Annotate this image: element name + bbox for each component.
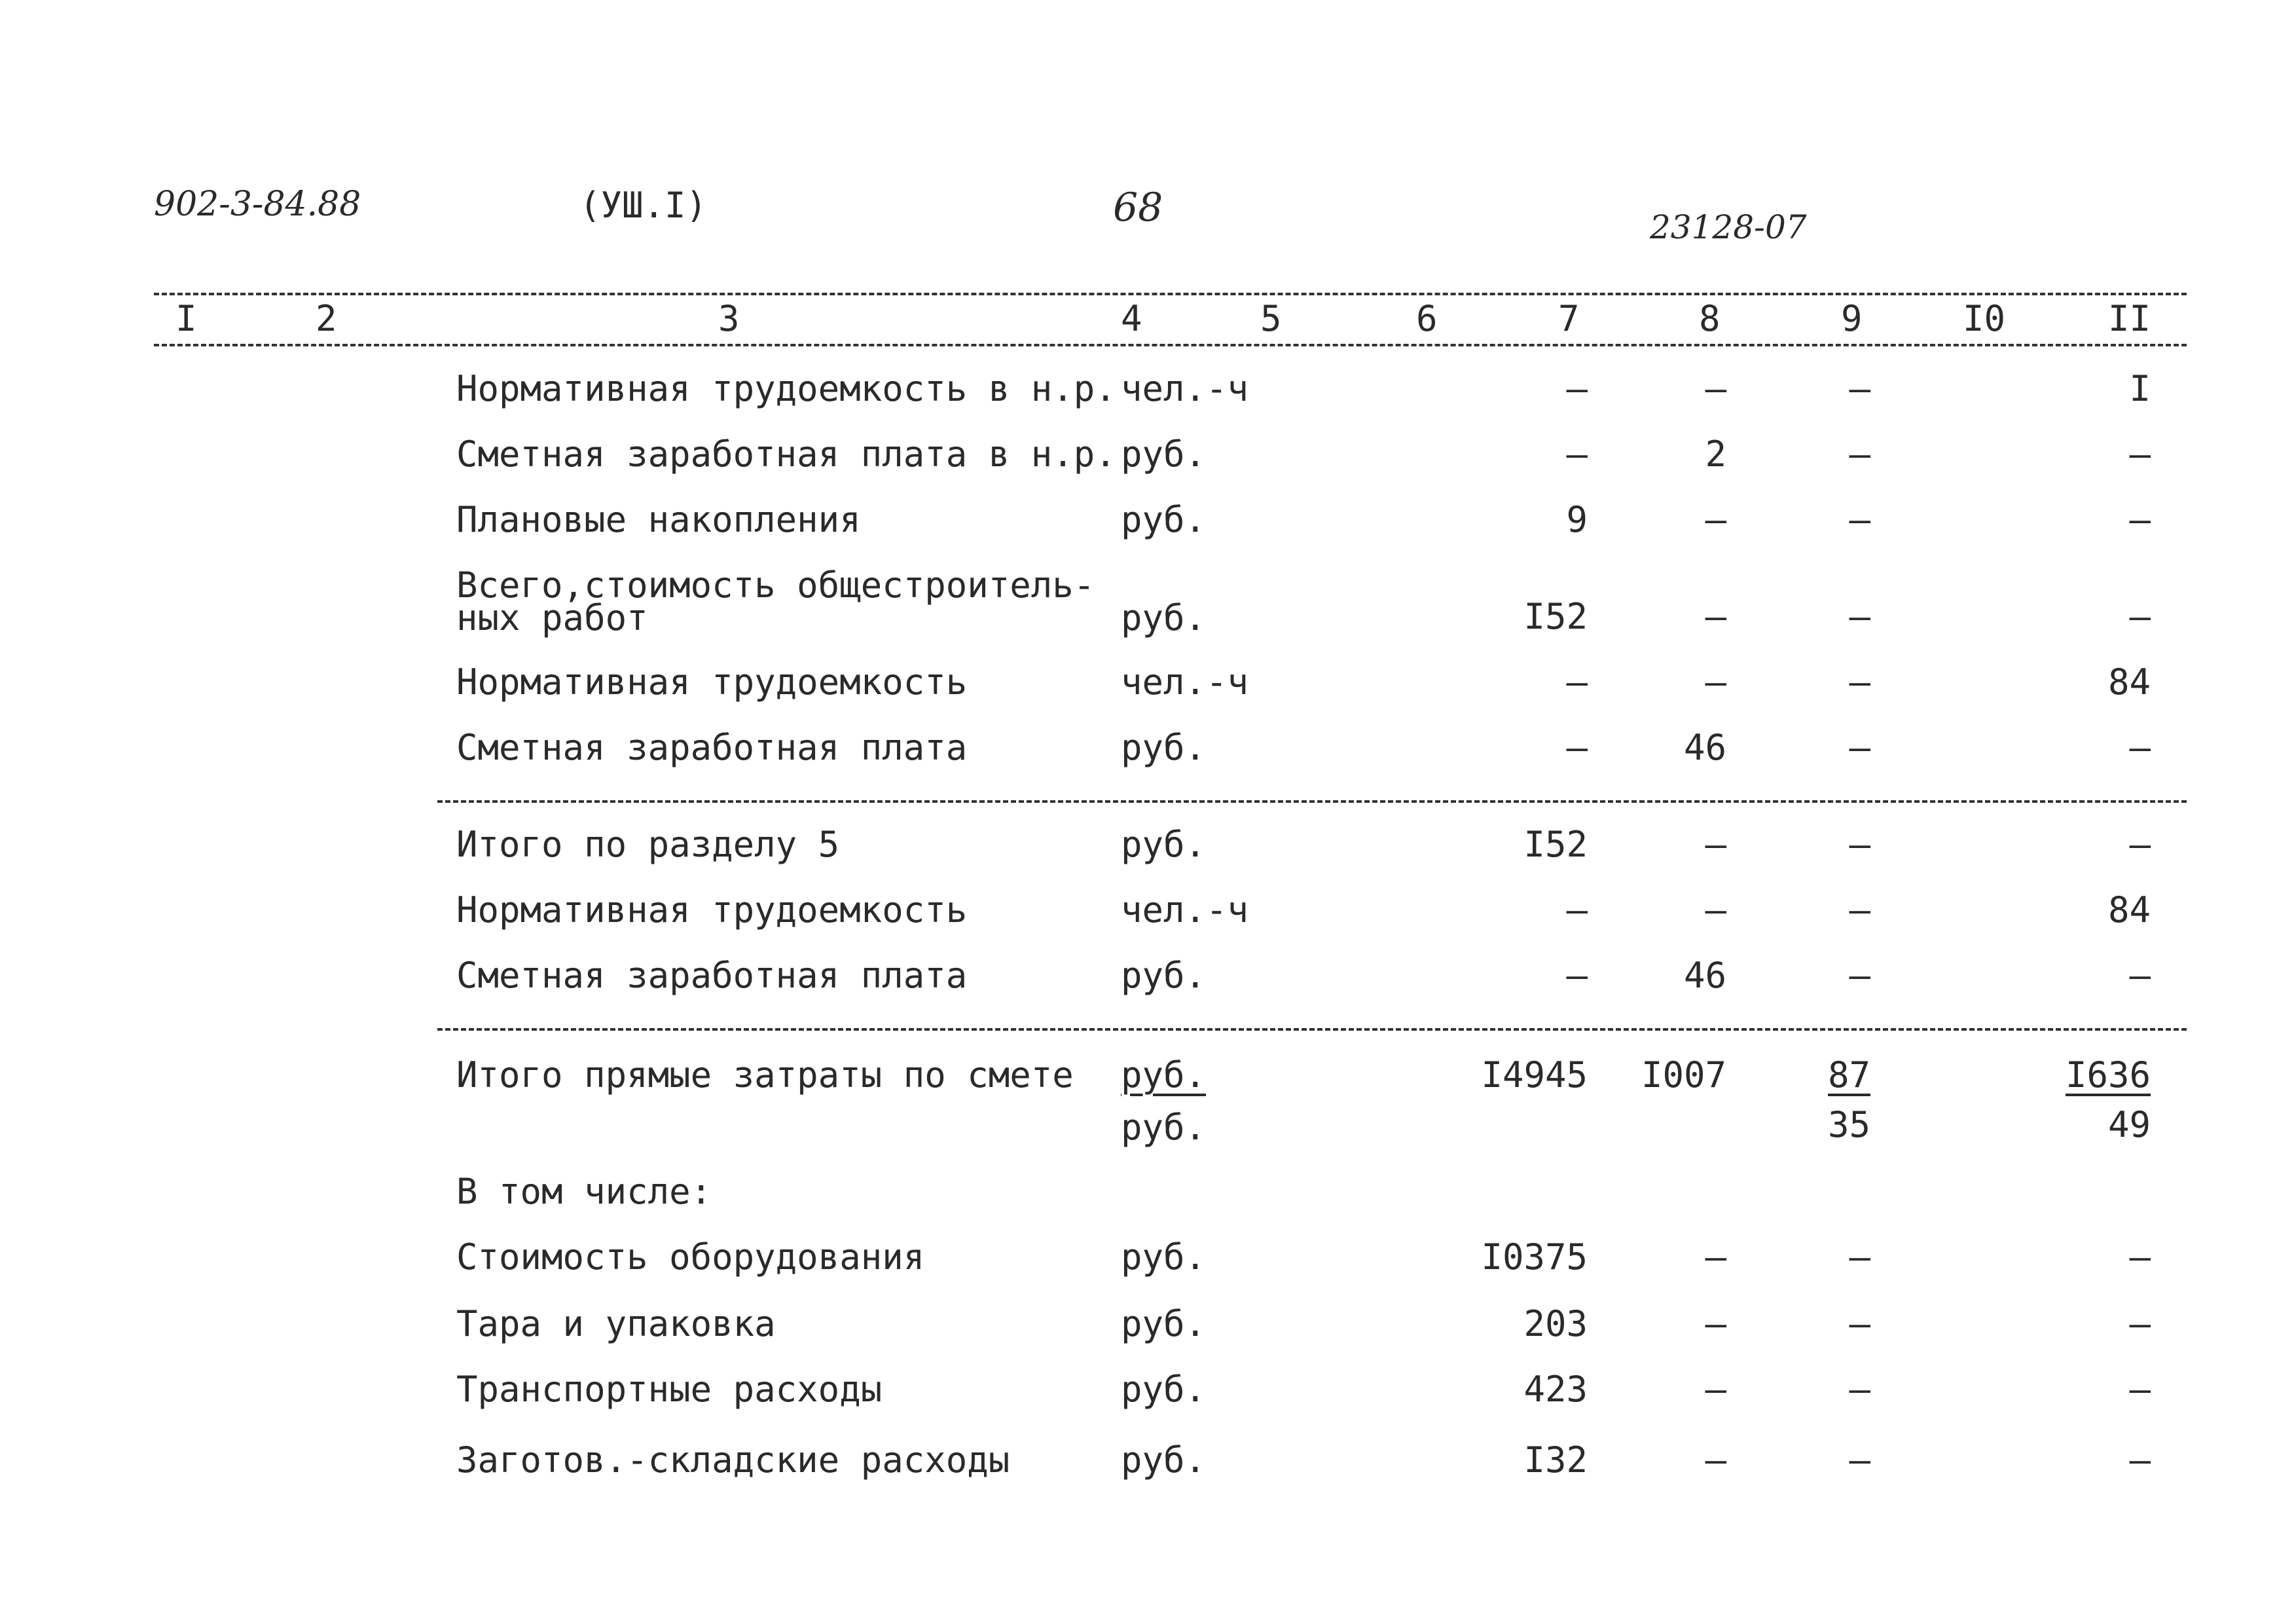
column-number-9: 9: [1841, 298, 1863, 339]
row-col9: –: [1849, 368, 1870, 409]
total-unit-top: руб.: [1121, 1054, 1207, 1096]
archive-stamp: 23128-07: [1650, 208, 1807, 246]
row-col11: –: [2129, 434, 2151, 475]
row-label: Тара и упаковка: [456, 1303, 776, 1344]
row-col8: –: [1705, 596, 1726, 637]
total-col9-bottom: 35: [1827, 1104, 1870, 1145]
row-col8: –: [1705, 661, 1726, 703]
row-col11: –: [2129, 824, 2151, 865]
row-col7: –: [1566, 661, 1588, 703]
row-unit: руб.: [1121, 1439, 1207, 1481]
row-label: Сметная заработная плата в н.р.: [456, 434, 1116, 475]
row-label-line1: Всего,стоимость общестроитель-: [456, 564, 1095, 606]
row-unit: руб.: [1121, 597, 1207, 638]
row-col8: –: [1705, 368, 1726, 409]
column-number-8: 8: [1699, 298, 1721, 339]
row-label-line2: ных работ: [456, 597, 648, 638]
row-col9: –: [1849, 824, 1870, 865]
row-unit: руб.: [1121, 1303, 1207, 1344]
row-label: Транспортные расходы: [456, 1369, 883, 1410]
row-unit: руб.: [1121, 434, 1207, 475]
row-col9: –: [1849, 1439, 1870, 1481]
row-label: Нормативная трудоемкость: [456, 661, 968, 703]
column-number-11: II: [2108, 298, 2151, 339]
row-col9: –: [1849, 955, 1870, 996]
row-col11: I: [2129, 368, 2151, 409]
row-col8: 46: [1683, 955, 1726, 996]
row-col9: –: [1849, 499, 1870, 540]
table-top-rule: [154, 293, 2187, 295]
column-number-7: 7: [1558, 298, 1580, 339]
row-col11: –: [2129, 1236, 2151, 1278]
row-col7: I32: [1523, 1439, 1588, 1481]
row-unit: чел.-ч: [1121, 661, 1249, 703]
row-unit: чел.-ч: [1121, 889, 1249, 931]
row-col9: –: [1849, 1303, 1870, 1344]
header-bottom-rule: [154, 344, 2187, 346]
total-col11-bottom: 49: [2107, 1104, 2151, 1145]
column-number-10: I0: [1963, 298, 2006, 339]
row-col9: –: [1849, 1236, 1870, 1278]
row-col7: I0375: [1481, 1236, 1588, 1278]
row-col9: –: [1849, 889, 1870, 931]
row-unit: руб.: [1121, 955, 1207, 996]
row-col8: –: [1705, 499, 1726, 540]
row-col11: –: [2129, 1303, 2151, 1344]
column-number-2: 2: [316, 298, 337, 339]
row-unit: руб.: [1121, 1236, 1207, 1278]
row-unit: руб.: [1121, 499, 1207, 540]
row-col7: 423: [1523, 1369, 1588, 1410]
row-col8: –: [1705, 1303, 1726, 1344]
including-label: В том числе:: [456, 1171, 712, 1212]
row-col11: 84: [2107, 889, 2151, 931]
column-number-6: 6: [1416, 298, 1438, 339]
row-col11: –: [2129, 955, 2151, 996]
row-label: Сметная заработная плата: [456, 727, 968, 768]
row-col8: –: [1705, 1236, 1726, 1278]
row-col7: –: [1566, 727, 1588, 768]
row-col8: –: [1705, 824, 1726, 865]
column-number-3: 3: [718, 298, 740, 339]
row-col7: –: [1566, 368, 1588, 409]
section-divider: [437, 800, 2187, 803]
total-label: Итого прямые затраты по смете: [456, 1054, 1074, 1096]
row-col8: –: [1705, 889, 1726, 931]
row-col7: 203: [1523, 1303, 1588, 1344]
row-unit: руб.: [1121, 824, 1207, 865]
row-col7: 9: [1566, 499, 1588, 540]
row-label: Плановые накопления: [456, 499, 861, 540]
column-number-1: I: [175, 298, 197, 339]
row-col9: –: [1849, 727, 1870, 768]
section-divider: [437, 1028, 2187, 1031]
total-col7: I4945: [1481, 1054, 1588, 1096]
row-col7: –: [1566, 889, 1588, 931]
row-col11: –: [2129, 1369, 2151, 1410]
row-col8: –: [1705, 1439, 1726, 1481]
row-label: Заготов.-складские расходы: [456, 1439, 1010, 1481]
album-reference: (УШ.I): [579, 185, 708, 226]
document-code: 902-3-84.88: [154, 185, 361, 224]
row-col8: 2: [1705, 434, 1726, 475]
row-label: Нормативная трудоемкость: [456, 889, 968, 931]
row-label: Нормативная трудоемкость в н.р.: [456, 368, 1116, 409]
row-col7: I52: [1523, 824, 1588, 865]
row-col7: –: [1566, 955, 1588, 996]
row-unit: руб.: [1121, 727, 1207, 768]
row-col9: –: [1849, 434, 1870, 475]
row-col11: –: [2129, 1439, 2151, 1481]
row-col7: –: [1566, 434, 1588, 475]
row-unit: руб.: [1121, 1369, 1207, 1410]
total-col11-top: I636: [2065, 1054, 2151, 1096]
row-col11: –: [2129, 499, 2151, 540]
row-label: Стоимость оборудования: [456, 1236, 925, 1278]
row-col11: 84: [2107, 661, 2151, 703]
row-col9: –: [1849, 596, 1870, 637]
row-unit: чел.-ч: [1121, 368, 1249, 409]
column-number-5: 5: [1260, 298, 1282, 339]
row-col7: I52: [1523, 596, 1588, 637]
row-col8: –: [1705, 1369, 1726, 1410]
row-col8: 46: [1683, 727, 1726, 768]
total-unit-bottom: руб.: [1121, 1107, 1207, 1148]
row-col9: –: [1849, 661, 1870, 703]
row-label: Сметная заработная плата: [456, 955, 968, 996]
row-col11: –: [2129, 727, 2151, 768]
page-number: 68: [1113, 185, 1163, 231]
row-col11: –: [2129, 596, 2151, 637]
total-col8: I007: [1641, 1054, 1726, 1096]
row-col9: –: [1849, 1369, 1870, 1410]
total-col9-top: 87: [1827, 1054, 1870, 1096]
row-label: Итого по разделу 5: [456, 824, 840, 865]
column-number-4: 4: [1121, 298, 1142, 339]
